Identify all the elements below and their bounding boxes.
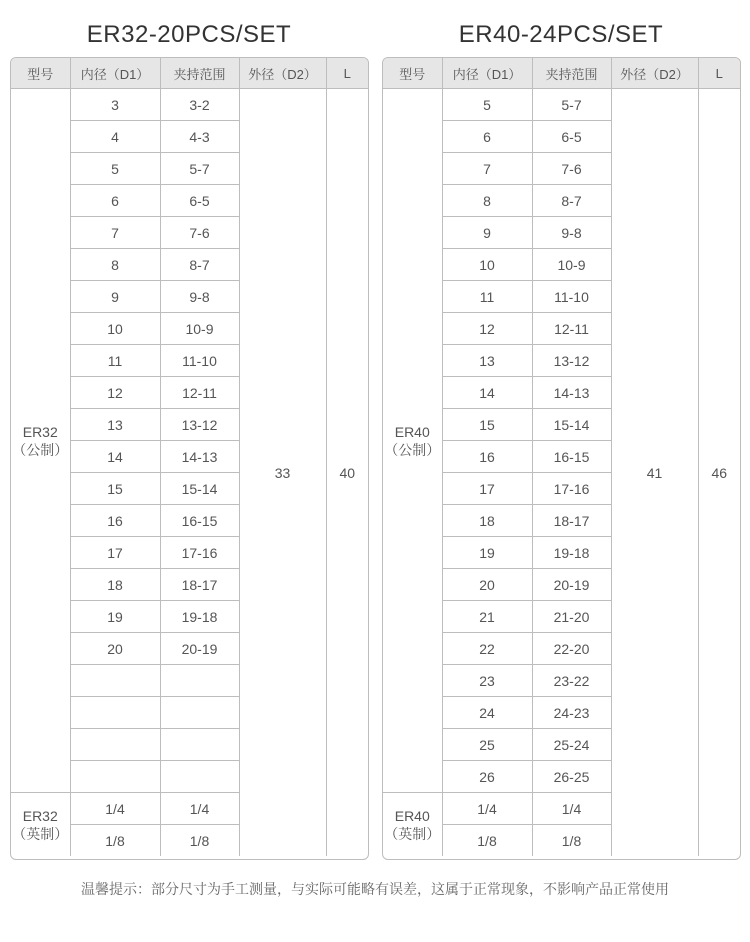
model-unit-label: （公制） [384, 441, 441, 458]
clamp-range-cell: 23-22 [532, 665, 611, 697]
inner-diameter-cell [70, 729, 160, 761]
inner-diameter-cell: 1/4 [442, 793, 532, 825]
clamp-range-cell: 16-15 [160, 505, 239, 537]
header-inner-diameter: 内径（D1） [70, 58, 160, 89]
left-table [11, 58, 368, 856]
inner-diameter-cell: 1/8 [442, 825, 532, 857]
clamp-range-cell: 18-17 [532, 505, 611, 537]
clamp-range-cell: 26-25 [532, 761, 611, 793]
clamp-range-cell: 18-17 [160, 569, 239, 601]
inner-diameter-cell [70, 761, 160, 793]
inner-diameter-cell: 24 [442, 697, 532, 729]
clamp-range-cell [160, 697, 239, 729]
inner-diameter-cell: 7 [70, 217, 160, 249]
clamp-range-cell: 19-18 [160, 601, 239, 633]
clamp-range-cell: 17-16 [532, 473, 611, 505]
inner-diameter-cell: 14 [442, 377, 532, 409]
header-row [11, 58, 368, 89]
inner-diameter-cell: 1/4 [70, 793, 160, 825]
clamp-range-cell: 4-3 [160, 121, 239, 153]
clamp-range-cell: 19-18 [532, 537, 611, 569]
inner-diameter-cell: 20 [442, 569, 532, 601]
header-length: L [698, 58, 740, 89]
inner-diameter-cell: 13 [70, 409, 160, 441]
clamp-range-cell: 13-12 [160, 409, 239, 441]
inner-diameter-cell: 5 [442, 89, 532, 121]
inner-diameter-cell: 16 [442, 441, 532, 473]
inner-diameter-cell: 23 [442, 665, 532, 697]
clamp-range-cell: 8-7 [160, 249, 239, 281]
header-row [383, 58, 740, 89]
right-table [383, 58, 740, 856]
model-name: ER32 [22, 807, 58, 824]
inner-diameter-cell: 17 [442, 473, 532, 505]
inner-diameter-cell: 6 [70, 185, 160, 217]
model-unit-label: （英制） [384, 825, 441, 842]
outer-diameter-cell: 33 [239, 89, 326, 857]
inner-diameter-cell: 8 [70, 249, 160, 281]
clamp-range-cell: 25-24 [532, 729, 611, 761]
clamp-range-cell: 5-7 [532, 89, 611, 121]
clamp-range-cell [160, 665, 239, 697]
clamp-range-cell: 11-10 [532, 281, 611, 313]
clamp-range-cell: 15-14 [532, 409, 611, 441]
inner-diameter-cell: 19 [70, 601, 160, 633]
inner-diameter-cell: 14 [70, 441, 160, 473]
model-name: ER40 [394, 807, 430, 824]
inner-diameter-cell: 6 [442, 121, 532, 153]
clamp-range-cell: 10-9 [532, 249, 611, 281]
inner-diameter-cell: 11 [70, 345, 160, 377]
clamp-range-cell: 6-5 [532, 121, 611, 153]
outer-diameter-cell: 41 [611, 89, 698, 857]
inner-diameter-cell: 1/8 [70, 825, 160, 857]
clamp-range-cell: 7-6 [160, 217, 239, 249]
inner-diameter-cell: 22 [442, 633, 532, 665]
clamp-range-cell: 12-11 [160, 377, 239, 409]
inner-diameter-cell: 8 [442, 185, 532, 217]
header-clamp-range: 夹持范围 [532, 58, 611, 89]
inner-diameter-cell: 9 [70, 281, 160, 313]
clamp-range-cell: 10-9 [160, 313, 239, 345]
clamp-range-cell: 20-19 [532, 569, 611, 601]
model-cell-imperial [383, 793, 442, 857]
model-cell-metric [11, 89, 70, 793]
model-cell-metric [383, 89, 442, 793]
clamp-range-cell: 1/4 [532, 793, 611, 825]
clamp-range-cell: 9-8 [160, 281, 239, 313]
left-table-title: ER32-20PCS/SET [86, 21, 292, 48]
clamp-range-cell: 14-13 [532, 377, 611, 409]
model-cell-imperial [11, 793, 70, 857]
header-model: 型号 [383, 58, 442, 89]
table-row [383, 89, 740, 121]
clamp-range-cell: 20-19 [160, 633, 239, 665]
right-table-title: ER40-24PCS/SET [458, 21, 664, 48]
clamp-range-cell: 8-7 [532, 185, 611, 217]
clamp-range-cell: 1/8 [532, 825, 611, 857]
header-clamp-range: 夹持范围 [160, 58, 239, 89]
inner-diameter-cell [70, 697, 160, 729]
clamp-range-cell: 1/8 [160, 825, 239, 857]
clamp-range-cell: 3-2 [160, 89, 239, 121]
inner-diameter-cell: 15 [70, 473, 160, 505]
inner-diameter-cell: 19 [442, 537, 532, 569]
table-row [11, 89, 368, 121]
inner-diameter-cell: 18 [70, 569, 160, 601]
inner-diameter-cell: 25 [442, 729, 532, 761]
inner-diameter-cell: 12 [70, 377, 160, 409]
model-unit-label: （英制） [12, 825, 69, 842]
right-spec-table [382, 57, 741, 860]
header-model: 型号 [11, 58, 70, 89]
clamp-range-cell: 9-8 [532, 217, 611, 249]
clamp-range-cell: 22-20 [532, 633, 611, 665]
length-cell: 40 [339, 464, 356, 481]
inner-diameter-cell: 15 [442, 409, 532, 441]
length-cell: 46 [711, 464, 728, 481]
clamp-range-cell: 17-16 [160, 537, 239, 569]
inner-diameter-cell: 5 [70, 153, 160, 185]
inner-diameter-cell: 13 [442, 345, 532, 377]
clamp-range-cell: 16-15 [532, 441, 611, 473]
header-outer-diameter: 外径（D2） [239, 58, 326, 89]
clamp-range-cell [160, 761, 239, 793]
inner-diameter-cell: 20 [70, 633, 160, 665]
footer-note: 温馨提示：部分尺寸为手工测量，与实际可能略有误差，这属于正常现象，不影响产品正常使用 [81, 881, 669, 897]
clamp-range-cell: 24-23 [532, 697, 611, 729]
inner-diameter-cell: 3 [70, 89, 160, 121]
inner-diameter-cell: 10 [70, 313, 160, 345]
inner-diameter-cell: 7 [442, 153, 532, 185]
clamp-range-cell [160, 729, 239, 761]
clamp-range-cell: 6-5 [160, 185, 239, 217]
clamp-range-cell: 7-6 [532, 153, 611, 185]
inner-diameter-cell: 17 [70, 537, 160, 569]
header-outer-diameter: 外径（D2） [611, 58, 698, 89]
model-name: ER32 [22, 423, 58, 440]
inner-diameter-cell [70, 665, 160, 697]
clamp-range-cell: 21-20 [532, 601, 611, 633]
inner-diameter-cell: 21 [442, 601, 532, 633]
inner-diameter-cell: 26 [442, 761, 532, 793]
header-length: L [326, 58, 368, 89]
inner-diameter-cell: 10 [442, 249, 532, 281]
inner-diameter-cell: 18 [442, 505, 532, 537]
left-spec-table [10, 57, 369, 860]
model-unit-label: （公制） [12, 441, 69, 458]
inner-diameter-cell: 11 [442, 281, 532, 313]
clamp-range-cell: 1/4 [160, 793, 239, 825]
inner-diameter-cell: 12 [442, 313, 532, 345]
clamp-range-cell: 12-11 [532, 313, 611, 345]
clamp-range-cell: 15-14 [160, 473, 239, 505]
clamp-range-cell: 5-7 [160, 153, 239, 185]
model-name: ER40 [394, 423, 430, 440]
clamp-range-cell: 14-13 [160, 441, 239, 473]
clamp-range-cell: 11-10 [160, 345, 239, 377]
inner-diameter-cell: 16 [70, 505, 160, 537]
clamp-range-cell: 13-12 [532, 345, 611, 377]
inner-diameter-cell: 4 [70, 121, 160, 153]
inner-diameter-cell: 9 [442, 217, 532, 249]
header-inner-diameter: 内径（D1） [442, 58, 532, 89]
